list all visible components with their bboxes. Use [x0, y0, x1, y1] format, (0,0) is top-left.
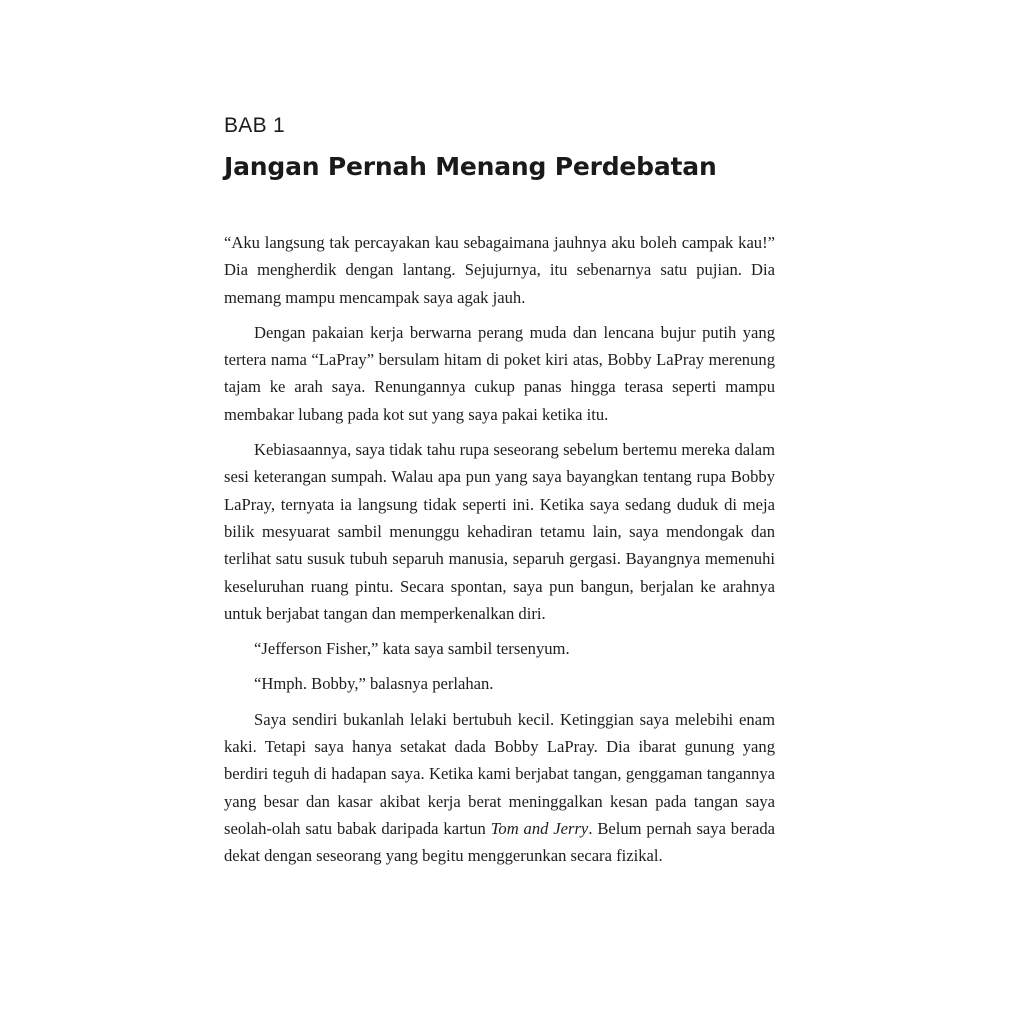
- paragraph-3: Kebiasaannya, saya tidak tahu rupa seseorang sebelum bertemu mereka dalam sesi keterangan sumpah. Walau apa pun yang saya bayangkan tentang rupa Bobby LaPray, ternyata ia langsung tidak seperti ini. Ketika saya sedang duduk di meja bilik mesyuarat sambil menunggu kehadiran tetamu lain, saya mendongak dan terlihat satu susuk tubuh separuh manusia, separuh gergasi. Bayangnya memenuhi keseluruhan ruang pintu. Secara spontan, saya pun bangun, berjalan ke arahnya untuk berjabat tangan dan memperkenalkan diri.: [224, 440, 775, 623]
- chapter-label: BAB 1: [224, 114, 286, 137]
- paragraph-6-text-a: Saya sendiri bukanlah lelaki bertubuh kecil. Ketinggian saya melebihi enam kaki. Tetapi saya hanya setakat dada Bobby LaPray. Dia ibarat gunung yang berdiri teguh di hadapan saya. Ketika kami berjabat tangan, genggaman tangannya yang besar dan kasar akibat kerja berat meninggalkan kesan pada tangan saya seolah-olah satu babak daripada kartun: [224, 709, 775, 838]
- paragraph-6-text-b: . Belum pernah saya berada dekat dengan seseorang yang begitu menggerunkan secara fizikal.: [224, 818, 776, 866]
- paragraph-6: [224, 706, 775, 870]
- paragraph-1: “Aku langsung tak percayakan kau sebagaimana jauhnya aku boleh campak kau!” Dia mengherdik dengan lantang. Sejujurnya, itu sebenarnya satu pujian. Dia memang mampu mencampak saya agak jauh.: [224, 233, 775, 307]
- cartoon-title: Tom and Jerry: [490, 818, 589, 838]
- paragraph-2: Dengan pakaian kerja berwarna perang muda dan lencana bujur putih yang tertera nama “LaPray” bersulam hitam di poket kiri atas, Bobby LaPray merenung tajam ke arah saya. Renungannya cukup panas hingga terasa seperti mampu membakar lubang pada kot sut yang saya pakai ketika itu.: [224, 322, 775, 424]
- paragraph-4: “Jefferson Fisher,” kata saya sambil tersenyum.: [254, 639, 570, 659]
- body-text: [224, 229, 775, 878]
- paragraph-5: “Hmph. Bobby,” balasnya perlahan.: [254, 674, 494, 694]
- chapter-title: Jangan Pernah Menang Perdebatan: [224, 152, 717, 181]
